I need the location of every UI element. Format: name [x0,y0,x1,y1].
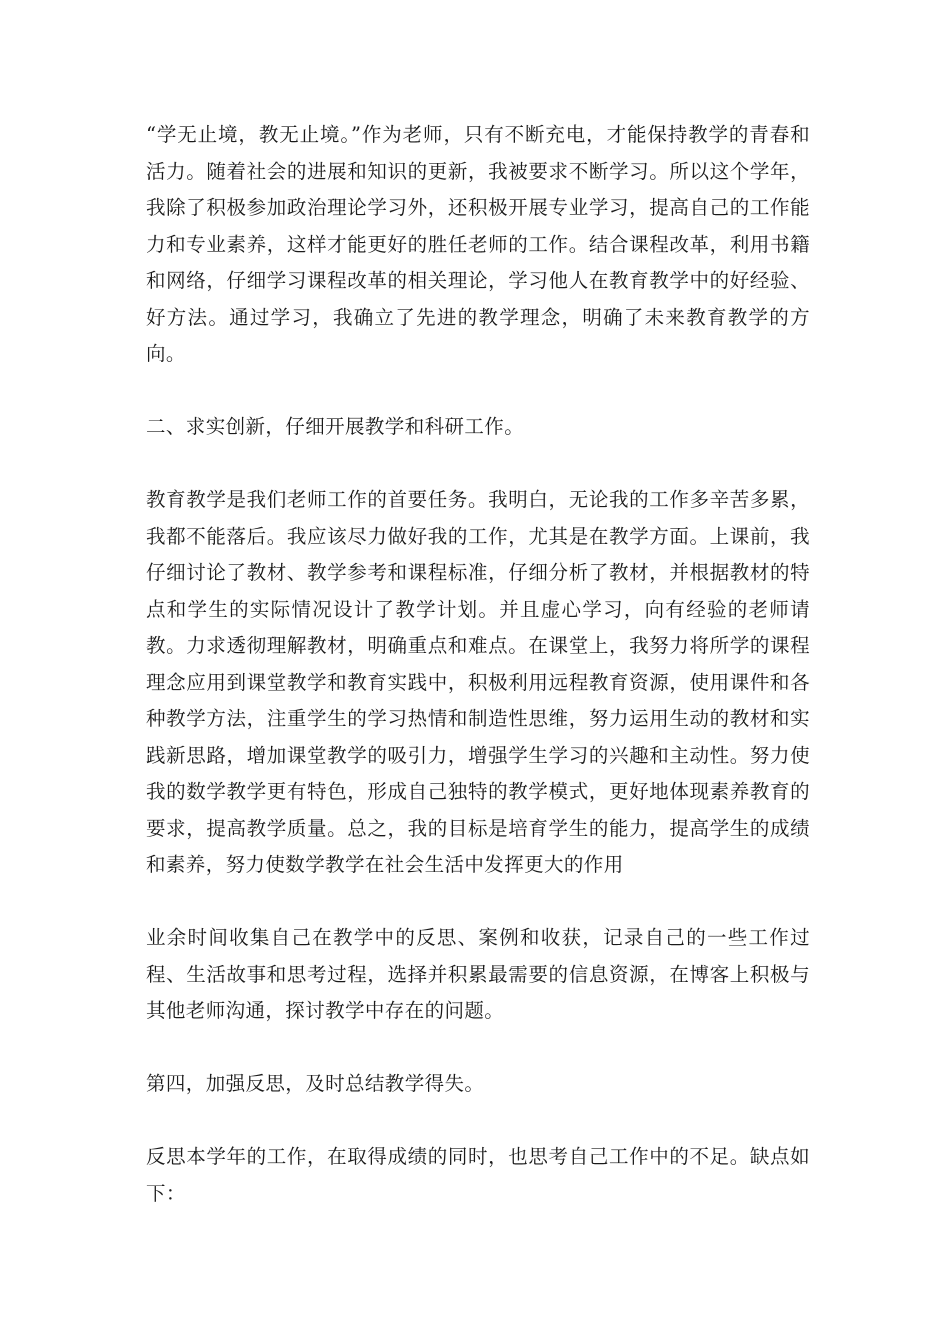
paragraph-teaching-work: 教育教学是我们老师工作的首要任务。我明白，无论我的工作多辛苦多累，我都不能落后。我应该尽力做好我的工作，尤其是在教学方面。上课前，我仔细讨论了教材、教学参考和课程标准，仔细分析了教材，并根据教材的特点和学生的实际情况设计了教学计划。并且虚心学习，向有经验的老师请教。力求透彻理解教材，明确重点和难点。在课堂上，我努力将所学的课程理念应用到课堂教学和教育实践中，积极利用远程教育资源，使用课件和各种教学方法，注重学生的学习热情和制造性思维，努力运用生动的教材和实践新思路，增加课堂教学的吸引力，增强学生学习的兴趣和主动性。努力使我的数学教学更有特色，形成自己独特的教学模式，更好地体现素养教育的要求，提高教学质量。总之，我的目标是培育学生的能力，提高学生的成绩和素养，努力使数学教学在社会生活中发挥更大的作用 [146,488,810,876]
paragraph-shortcomings-intro: 反思本学年的工作，在取得成绩的同时，也思考自己工作中的不足。缺点如下： [146,1145,810,1205]
section-heading-teaching-research: 二、求实创新，仔细开展教学和科研工作。 [146,415,525,438]
section-heading-reflection: 第四，加强反思，及时总结教学得失。 [146,1072,485,1095]
document-body [146,117,810,1249]
paragraph-continuous-learning: “学无止境，教无止境。”作为老师，只有不断充电，才能保持教学的青春和活力。随着社会的进展和知识的更新，我被要求不断学习。所以这个学年，我除了积极参加政治理论学习外，还积极开展专业学习，提高自己的工作能力和专业素养，这样才能更好的胜任老师的工作。结合课程改革，利用书籍和网络，仔细学习课程改革的相关理论，学习他人在教育教学中的好经验、好方法。通过学习，我确立了先进的教学理念，明确了未来教育教学的方向。 [146,123,810,365]
paragraph-spare-time-reflection: 业余时间收集自己在教学中的反思、案例和收获，记录自己的一些工作过程、生活故事和思考过程，选择并积累最需要的信息资源，在博客上积极与其他老师沟通，探讨教学中存在的问题。 [146,926,810,1022]
